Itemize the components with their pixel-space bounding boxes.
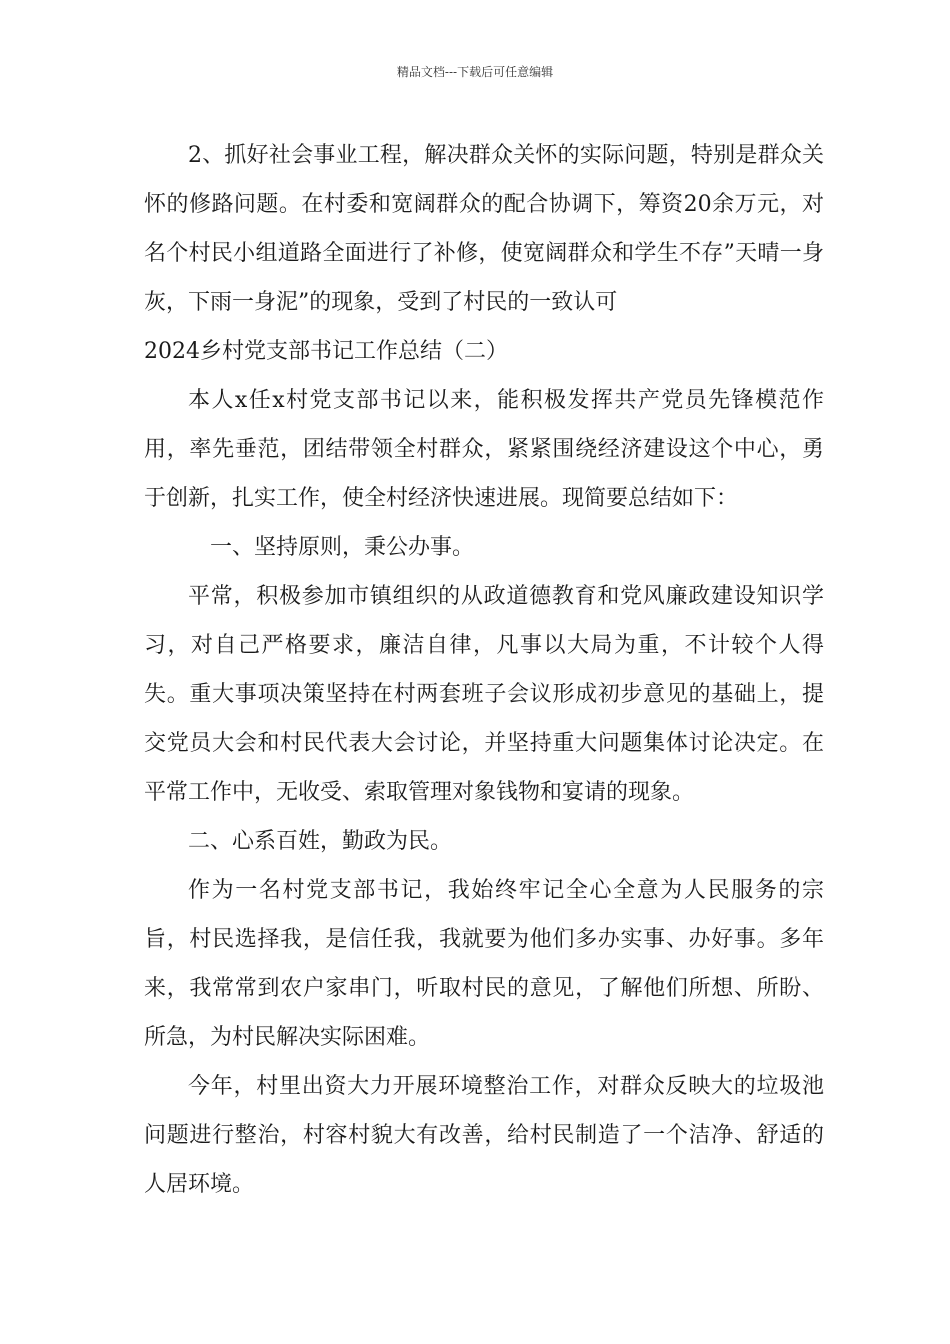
paragraph-intro: 本人x任x村党支部书记以来，能积极发挥共产党员先锋模范作用，率先垂范，团结带领全村群众，紧紧围绕经济建设这个中心，勇于创新，扎实工作，使全村经济快速进展。现简要总结如下：: [144, 388, 824, 511]
section-title: 2024乡村党支部书记工作总结（二）: [144, 339, 508, 364]
paragraph-integrity: 平常，积极参加市镇组织的从政道德教育和党风廉政建设知识学习，对自己严格要求，廉洁自律，凡事以大局为重，不计较个人得失。重大事项决策坚持在村两套班子会议形成初步意见的基础上，提交党员大会和村民代表大会讨论，并坚持重大问题集体讨论决定。在平常工作中，无收受、索取管理对象钱物和宴请的现象。: [144, 584, 824, 805]
page-header: 精品文档---下载后可任意编辑: [396, 65, 554, 79]
document-body: [144, 131, 824, 1209]
heading-serve-people: 二、心系百姓，勤政为民。: [188, 829, 453, 854]
paragraph-environment: 今年，村里出资大力开展环境整治工作，对群众反映大的垃圾池问题进行整治，村容村貌大有改善，给村民制造了一个洁净、舒适的人居环境。: [144, 1074, 824, 1197]
paragraph-service: 作为一名村党支部书记，我始终牢记全心全意为人民服务的宗旨，村民选择我，是信任我，我就要为他们多办实事、办好事。多年来，我常常到农户家串门，听取村民的意见，了解他们所想、所盼、所急，为村民解决实际困难。: [144, 878, 824, 1050]
paragraph-road-repair: 2、抓好社会事业工程，解决群众关怀的实际问题，特别是群众关怀的修路问题。在村委和宽阔群众的配合协调下，筹资20余万元，对名个村民小组道路全面进行了补修，使宽阔群众和学生不存”天晴一身灰，下雨一身泥”的现象，受到了村民的一致认可: [144, 143, 824, 315]
heading-principle: 一、坚持原则，秉公办事。: [210, 535, 475, 560]
